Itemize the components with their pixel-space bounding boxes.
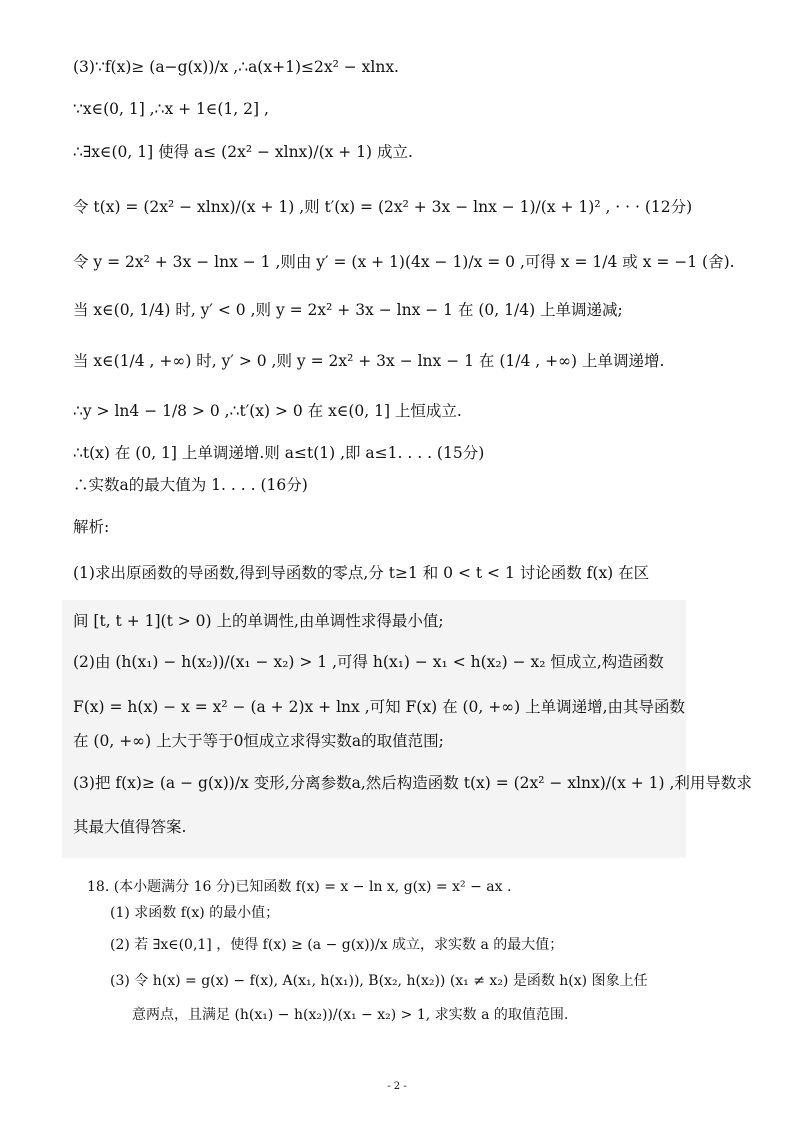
analysis-line-2: 间 [t, t + 1](t > 0) 上的单调性,由单调性求得最小值;	[73, 612, 444, 630]
analysis-line-7: 其最大值得答案.	[73, 818, 187, 836]
problem-line-3: (2) 若 ∃x∈(0,1] ，使得 f(x) ≥ (a − g(x))/x 成立，求实数 a 的最大值；	[110, 937, 564, 953]
solution-line-3: ∴∃x∈(0, 1] 使得 a≤ (2x² − xlnx)/(x + 1) 成立.	[73, 143, 413, 161]
analysis-line-3: (2)由 (h(x₁) − h(x₂))/(x₁ − x₂) > 1 ,可得 h(x₁) − x₁ < h(x₂) − x₂ 恒成立,构造函数	[73, 653, 664, 671]
solution-line-7: 当 x∈(1/4 , +∞) 时, y′ > 0 ,则 y = 2x² + 3x − lnx − 1 在 (1/4 , +∞) 上单调递增.	[73, 352, 665, 370]
solution-line-2: ∵x∈(0, 1] ,∴x + 1∈(1, 2] ,	[73, 100, 269, 118]
analysis-line-1: (1)求出原函数的导函数,得到导函数的零点,分 t≥1 和 0 < t < 1 讨论函数 f(x) 在区	[73, 564, 650, 582]
problem-line-5: 意两点，且满足 (h(x₁) − h(x₂))/(x₁ − x₂) > 1, 求实数 a 的取值范围.	[132, 1007, 569, 1023]
solution-line-10: ∴实数a的最大值为 1. . . . (16分)	[73, 476, 308, 494]
problem-line-2: (1) 求函数 f(x) 的最小值；	[110, 905, 280, 921]
solution-line-9: ∴t(x) 在 (0, 1] 上单调递增.则 a≤t(1) ,即 a≤1. . . . (15分)	[73, 444, 485, 462]
problem-line-1: 18. (本小题满分 16 分)已知函数 f(x) = x − ln x, g(x) = x² − ax .	[87, 879, 512, 895]
analysis-heading: 解析:	[73, 518, 110, 536]
page-number: - 2 -	[387, 1081, 407, 1092]
analysis-line-6: (3)把 f(x)≥ (a − g(x))/x 变形,分离参数a,然后构造函数 t(x) = (2x² − xlnx)/(x + 1) ,利用导数求	[73, 774, 752, 792]
solution-line-4: 令 t(x) = (2x² − xlnx)/(x + 1) ,则 t′(x) = (2x² + 3x − lnx − 1)/(x + 1)² , · · · (12分)	[73, 198, 693, 216]
problem-line-4: (3) 令 h(x) = g(x) − f(x), A(x₁, h(x₁)), B(x₂, h(x₂)) (x₁ ≠ x₂) 是函数 h(x) 图象上任	[110, 973, 648, 989]
solution-line-8: ∴y > ln4 − 1/8 > 0 ,∴t′(x) > 0 在 x∈(0, 1] 上恒成立.	[73, 402, 462, 420]
solution-line-6: 当 x∈(0, 1/4) 时, y′ < 0 ,则 y = 2x² + 3x − lnx − 1 在 (0, 1/4) 上单调递减;	[73, 301, 623, 319]
solution-line-1: (3)∵f(x)≥ (a−g(x))/x ,∴a(x+1)≤2x² − xlnx.	[73, 58, 399, 76]
analysis-line-4: F(x) = h(x) − x = x² − (a + 2)x + lnx ,可知 F(x) 在 (0, +∞) 上单调递增,由其导函数	[73, 698, 686, 716]
solution-line-5: 令 y = 2x² + 3x − lnx − 1 ,则由 y′ = (x + 1)(4x − 1)/x = 0 ,可得 x = 1/4 或 x = −1 (舍).	[73, 253, 735, 271]
analysis-line-5: 在 (0, +∞) 上大于等于0恒成立求得实数a的取值范围;	[73, 732, 444, 750]
